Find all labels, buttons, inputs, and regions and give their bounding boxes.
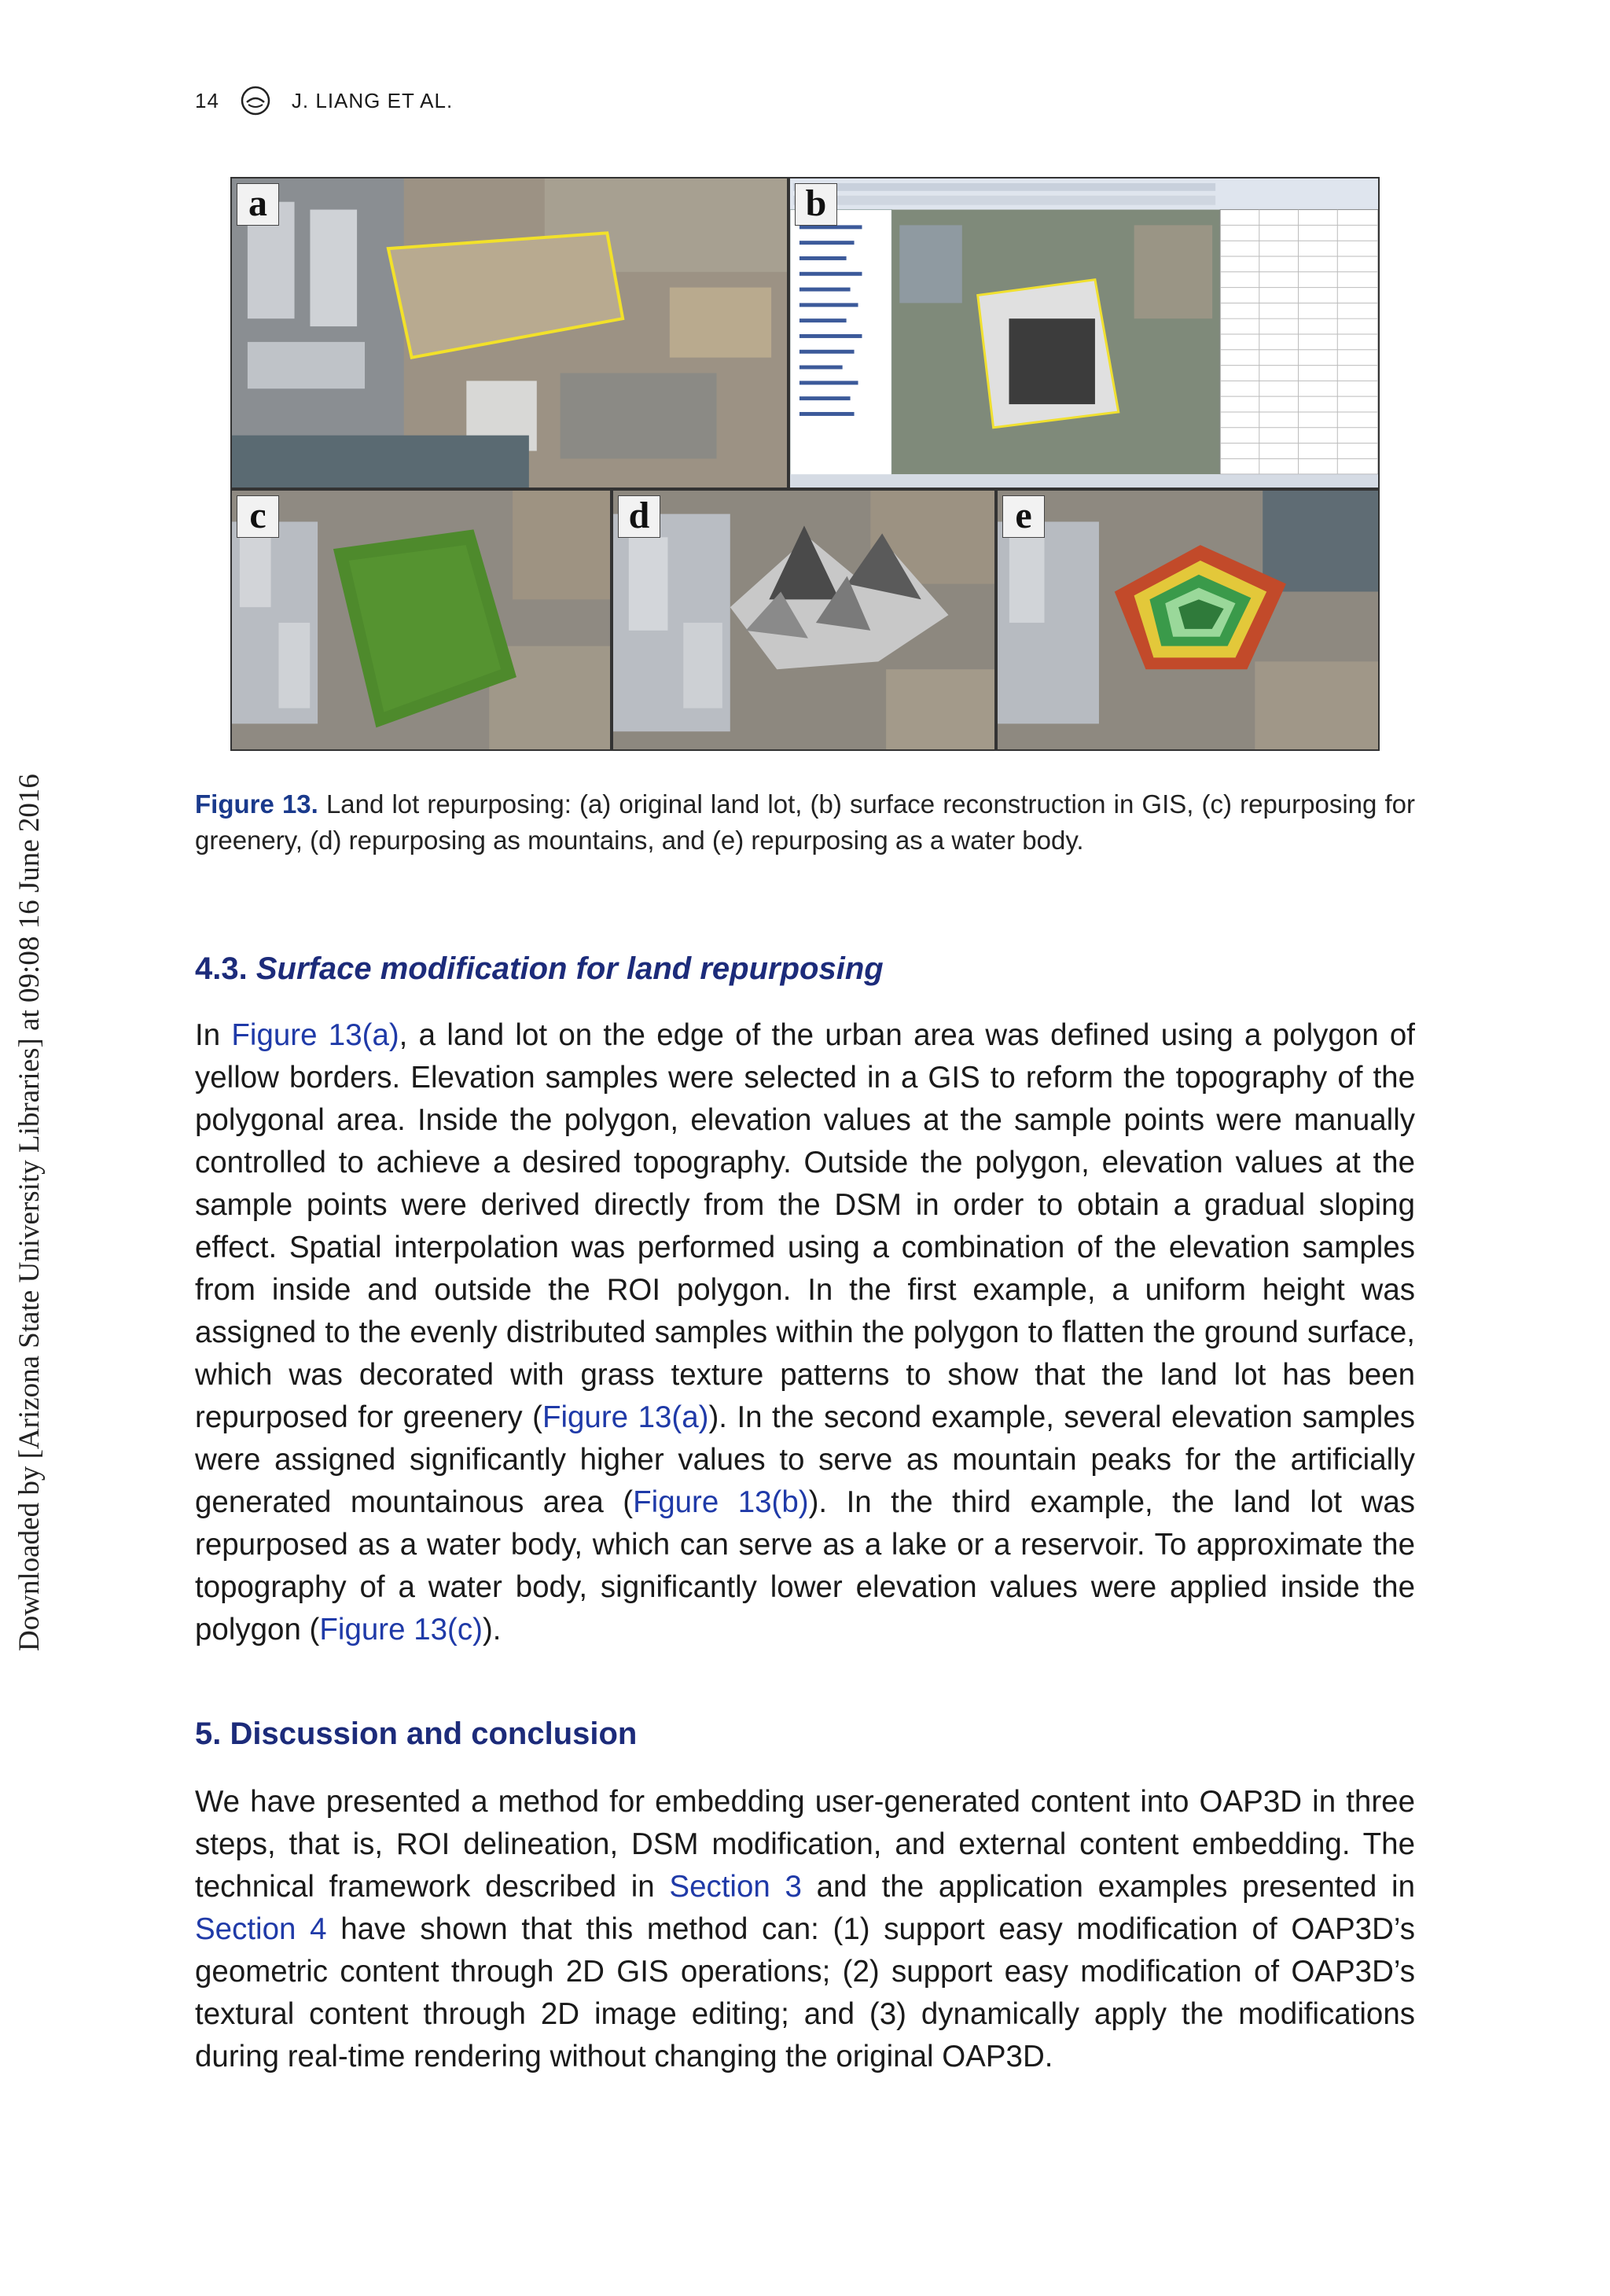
panel-label-b: b [795,183,837,226]
paragraph-conclusion [195,1781,1415,2078]
running-head: J. LIANG ET AL. [291,88,454,112]
section-title: Surface modification for land repurposing [255,951,884,986]
figure-13b-link[interactable]: Figure 13(b) [633,1485,809,1519]
figure-panel-b [788,177,1380,489]
section-heading-4-3 [195,951,884,987]
panel-label-a: a [237,183,279,226]
figure-13a-link[interactable]: Figure 13(a) [231,1018,399,1052]
publisher-logo-icon [240,85,271,116]
figure-caption [195,786,1415,859]
text-run: We have presented a method for embedding user-generated content into OAP3D in three steps, that is, ROI delineation, DSM modification, and external content embedding. The technical framework described in [195,1785,1415,1904]
text-run: have shown that this method can: (1) support easy modification of OAP3D’s geometric content through 2D GIS operations; (2) support easy modification of OAP3D’s textural content through 2D image editing; and (3) dynamically apply the modifications during real-time rendering without changing the original OAP3D. [195,1912,1415,2073]
section-3-link[interactable]: Section 3 [669,1870,802,1904]
aerial-photo-original-lot [232,178,787,488]
figure-panel-e [996,489,1380,751]
caption-text: Land lot repurposing: (a) original land lot, (b) surface reconstruction in GIS, (c) repurposing for greenery, (d) repurposing as mountains, and (e) repurposing as a water body. [195,789,1416,855]
figure-panel-d [612,489,996,751]
gis-screenshot [790,178,1378,488]
panel-label-d: d [618,495,660,538]
paragraph-land-repurposing [195,1014,1415,1651]
text-run: In [195,1018,232,1052]
panel-label-e: e [1002,495,1045,538]
text-run: , a land lot on the edge of the urban area was defined using a polygon of yellow borders. Elevation samples were selected in a GIS to reform the topography of the polygonal area. Inside the polygon, elevation values at the sample points were manually controlled to achieve a desired topography. Outside the polygon, elevation values at the sample points were derived directly from the DSM in order to obtain a gradual sloping effect. Spatial interpolation was performed using a combination of the elevation samples from inside and outside the ROI polygon. In the first example, a uniform height was assigned to the evenly distributed samples within the polygon to flatten the ground surface, which was decorated with grass texture patterns to show that the land lot has been repurposed for greenery ( [195,1018,1415,1434]
text-run: ). In the third example, the land lot was repurposed as a water body, which can serve as a lake or a reservoir. To approximate the topography of a water body, significantly lower elevation values were applied inside the polygon ( [195,1485,1415,1647]
download-notice: Downloaded by [Arizona State University Libraries] at 09:08 16 June 2016 [13,774,46,1651]
page-number: 14 [195,88,219,112]
panel-label-c: c [237,495,279,538]
figure-13a-link[interactable]: Figure 13(a) [542,1400,709,1434]
aerial-photo-water-body [998,491,1378,749]
section-number: 4.3. [195,951,248,986]
caption-label: Figure 13. [195,789,318,819]
aerial-photo-mountains [613,491,994,749]
running-header [195,85,453,116]
figure-panel-a [230,177,788,489]
text-run: and the application examples presented in [801,1870,1415,1904]
section-number: 5. [195,1716,222,1751]
text-run: ). [482,1613,502,1647]
figure-13c-link[interactable]: Figure 13(c) [319,1613,483,1647]
figure-panel-c [230,489,612,751]
section-title: Discussion and conclusion [230,1716,638,1751]
section-4-link[interactable]: Section 4 [195,1912,327,1946]
aerial-photo-greenery [232,491,610,749]
text-run: ). In the second example, several elevation samples were assigned significantly higher values to serve as mountain peaks for the artificially generated mountainous area ( [195,1400,1415,1519]
figure-13 [230,177,1380,751]
section-heading-5 [195,1716,637,1752]
